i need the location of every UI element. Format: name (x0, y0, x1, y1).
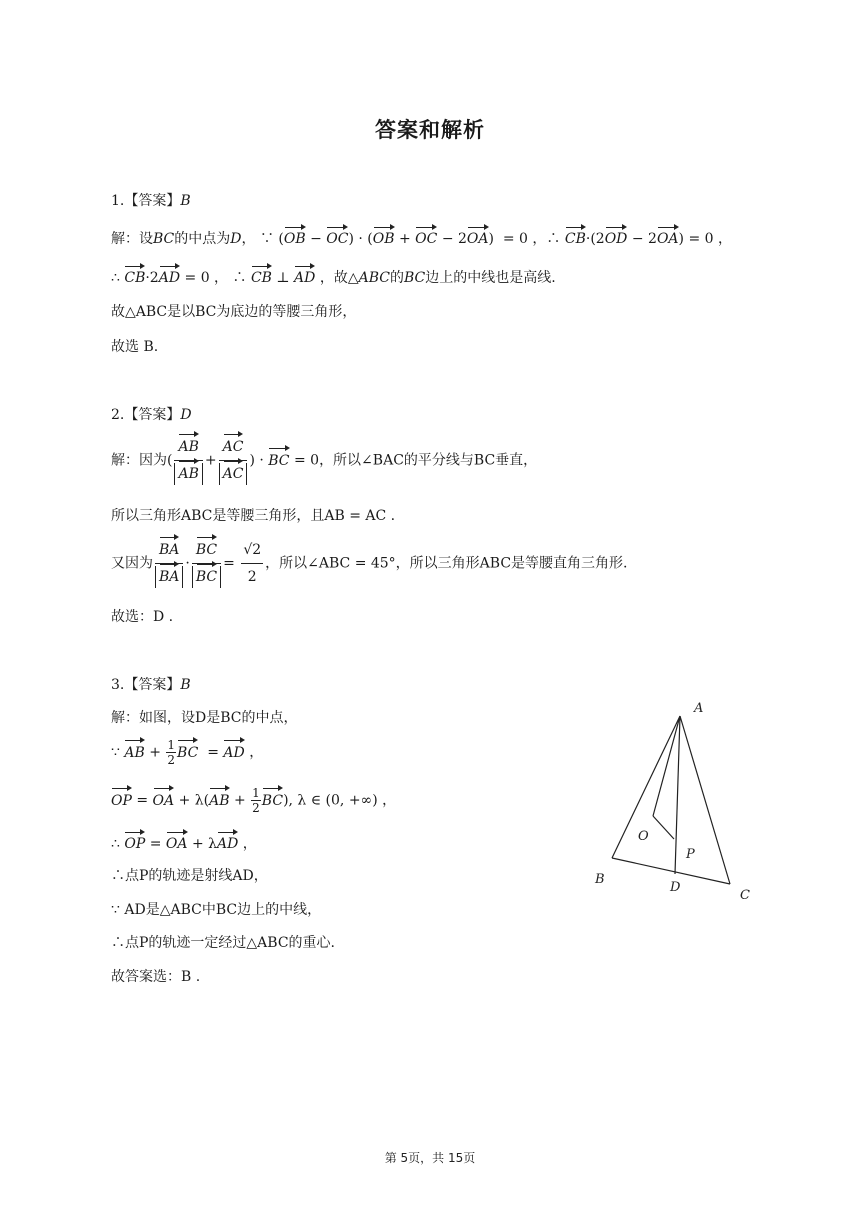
q3-solution-line-2: ∵ AB + $\frac{1}{2}$ BC = AD ， (111, 738, 264, 767)
q1-solution-line-4: 故选 B. (111, 339, 159, 355)
segment-ao (653, 716, 680, 816)
q2-l3-prefix: 又因为 (111, 555, 153, 572)
q2-frac-ab: $\frac{AB}{AB}$ (174, 436, 202, 485)
q2-answer: D (180, 407, 192, 423)
q2-solution-line-2: 所以三角形ABC是等腰三角形，且AB = AC . (111, 508, 396, 524)
q1-l1-equation: ∵ (OB − OC) · (OB + OC − 2OA) = 0 ，∴ CB·(2OD − 2OA) = 0 ， (255, 231, 732, 247)
page-footer: 第 5页，共 15页 (384, 1151, 476, 1165)
q1-heading (111, 191, 191, 211)
q2-heading-label: 2.【答案】 (111, 407, 181, 423)
q2-heading (111, 405, 192, 425)
q1-answer: B (180, 193, 191, 209)
label-o: O (638, 829, 649, 844)
q2-solution-line-3: 又因为 $\frac{BA}{BA}$ · $\frac{BC}{BC}$ = $\frac{√2}{2}$ ，所以∠ABC = 45°，所以三角形ABC是等腰直角三角形. (111, 539, 628, 588)
q1-l1-prefix: 解：设 (111, 231, 153, 247)
q3-solution-line-3: OP = OA + λ(AB + $\frac{1}{2}$ BC), λ ∈ (0, +∞) ， (111, 786, 397, 815)
q1-l1-mid: 的中点为 (174, 231, 231, 247)
label-a: A (694, 701, 704, 716)
q3-solution-line-1: 解：如图，设D是BC的中点， (111, 710, 298, 726)
q3-heading (111, 675, 191, 695)
q2-frac-ac: $\frac{AC}{AC}$ (219, 436, 248, 485)
q3-solution-line-5: ∵ AD是△ABC中BC边上的中线， (111, 902, 322, 918)
q1-solution-line-3: 故△ABC是以BC为底边的等腰三角形， (111, 304, 357, 320)
q1-solution-line-1: 解：设BC的中点为D， ∵ (OB − OC) · (OB + OC − 2OA) = 0 ，∴ CB·(2OD − 2OA) = 0 ， (111, 231, 732, 247)
q2-frac-sqrt2: $\frac{√2}{2}$ (241, 539, 263, 588)
q2-frac-ba: $\frac{BA}{BA}$ (155, 539, 183, 588)
triangle-figure (590, 696, 760, 906)
q3-solution-line-4a: ∴ OP = OA + λAD ， (111, 836, 257, 852)
q2-solution-line-1: 解：因为( $\frac{AB}{AB}$ + $\frac{AC}{AC}$ ) · BC = 0，所以∠BAC的平分线与BC垂直， (111, 436, 537, 485)
q3-answer: B (180, 677, 191, 693)
q2-l1-prefix: 解：因为 (111, 452, 167, 469)
q3-solution-line-6: ∴点P的轨迹一定经过△ABC的重心. (111, 935, 336, 951)
q1-l1-d: D (230, 231, 242, 247)
q2-frac-bc: $\frac{BC}{BC}$ (192, 539, 221, 588)
q2-l3-suffix: ，所以∠ABC = 45°，所以三角形ABC是等腰直角三角形. (265, 555, 628, 572)
q3-solution-line-4: ∴点P的轨迹是射线AD， (111, 868, 268, 884)
label-p: P (686, 847, 695, 862)
q3-solution-line-7: 故答案选：B . (111, 969, 201, 985)
segment-op (653, 816, 674, 839)
q1-l1-bc: BC (153, 231, 175, 247)
q2-l1-suffix: ，所以∠BAC的平分线与BC垂直， (319, 452, 538, 469)
page-title: 答案和解析 (375, 118, 485, 142)
q3-heading-label: 3.【答案】 (111, 677, 181, 693)
q2-solution-line-4: 故选：D . (111, 609, 174, 625)
q1-solution-line-2: ∴ CB·2AD = 0 ， ∴ CB ⊥ AD ，故△ABC的BC边上的中线也是高线. (111, 270, 556, 286)
median-ad (675, 716, 680, 874)
label-d: D (670, 880, 681, 895)
q1-heading-label: 1.【答案】 (111, 193, 181, 209)
label-c: C (740, 888, 750, 903)
label-b: B (595, 872, 605, 887)
